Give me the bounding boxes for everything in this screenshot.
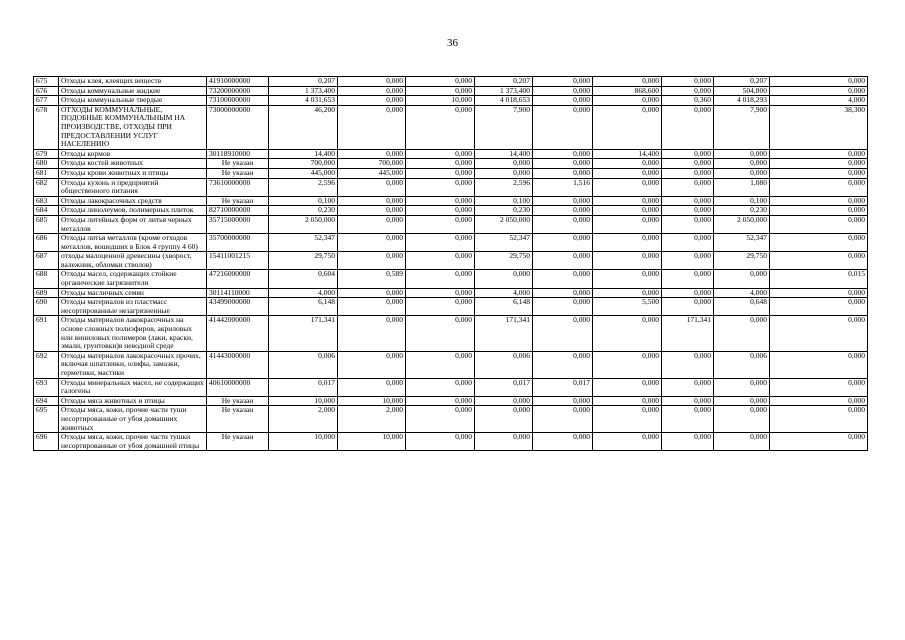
value-cell: 10,000 — [269, 433, 338, 451]
value-cell: 0,000 — [770, 215, 868, 233]
page-number: 36 — [447, 37, 458, 49]
value-cell: 0,000 — [533, 77, 593, 87]
value-cell: 1 373,400 — [269, 86, 338, 96]
value-cell: 0,000 — [475, 159, 533, 169]
value-cell: 0,000 — [338, 178, 406, 196]
value-cell: 0,000 — [662, 396, 714, 406]
value-cell: 0,000 — [714, 316, 770, 351]
value-cell: 0,017 — [533, 378, 593, 396]
waste-code-cell: 73000000000 — [207, 105, 269, 149]
value-cell: 0,000 — [662, 288, 714, 298]
waste-code-cell: 41910000000 — [207, 77, 269, 87]
waste-code-cell: 43499000000 — [207, 298, 269, 316]
value-cell: 0,000 — [593, 215, 662, 233]
value-cell: 2,000 — [269, 406, 338, 433]
value-cell: 0,000 — [593, 288, 662, 298]
value-cell: 0,017 — [475, 378, 533, 396]
waste-name-cell: Отходы лакокрасочных средств — [59, 196, 207, 206]
value-cell: 10,000 — [338, 396, 406, 406]
value-cell: 1,080 — [714, 178, 770, 196]
waste-name-cell: Отходы литейных форм от литья черных металлов — [59, 215, 207, 233]
waste-name-cell: Отходы коммунальные твердые — [59, 96, 207, 106]
waste-code-cell: Не указан — [207, 396, 269, 406]
value-cell: 0,000 — [406, 351, 475, 378]
value-cell: 0,000 — [770, 206, 868, 216]
table-row — [34, 378, 868, 396]
table-row — [34, 196, 868, 206]
value-cell: 0,000 — [714, 149, 770, 159]
value-cell: 0,000 — [533, 159, 593, 169]
value-cell: 0,000 — [406, 288, 475, 298]
row-number-cell: 677 — [34, 96, 59, 106]
waste-name-cell: ОТХОДЫ КОММУНАЛЬНЫЕ, ПОДОБНЫЕ КОММУНАЛЬНЫМ НА ПРОИЗВОДСТВЕ, ОТХОДЫ ПРИ ПРЕДОСТАВЛЕНИИ УСЛУГ НАСЕЛЕНИЮ — [59, 105, 207, 149]
row-number-cell: 690 — [34, 298, 59, 316]
value-cell: 52,347 — [475, 234, 533, 252]
value-cell: 0,000 — [533, 298, 593, 316]
value-cell: 0,000 — [593, 252, 662, 270]
row-number-cell: 691 — [34, 316, 59, 351]
value-cell: 0,000 — [533, 351, 593, 378]
value-cell: 0,000 — [770, 288, 868, 298]
value-cell: 0,230 — [269, 206, 338, 216]
value-cell: 0,000 — [593, 406, 662, 433]
value-cell: 0,000 — [406, 105, 475, 149]
value-cell: 0,000 — [406, 406, 475, 433]
waste-code-cell: 35715000000 — [207, 215, 269, 233]
value-cell: 0,000 — [533, 105, 593, 149]
value-cell: 6,148 — [475, 298, 533, 316]
table-row — [34, 96, 868, 106]
waste-code-cell: 41442000000 — [207, 316, 269, 351]
value-cell: 0,017 — [269, 378, 338, 396]
value-cell: 0,006 — [714, 351, 770, 378]
value-cell: 700,000 — [338, 159, 406, 169]
value-cell: 0,207 — [475, 77, 533, 87]
value-cell: 14,400 — [269, 149, 338, 159]
row-number-cell: 679 — [34, 149, 59, 159]
value-cell: 0,000 — [662, 351, 714, 378]
value-cell: 0,000 — [533, 316, 593, 351]
value-cell: 4,000 — [269, 288, 338, 298]
value-cell: 0,000 — [338, 351, 406, 378]
value-cell: 5,500 — [593, 298, 662, 316]
value-cell: 0,000 — [593, 178, 662, 196]
value-cell: 6,148 — [269, 298, 338, 316]
value-cell: 10,000 — [269, 396, 338, 406]
row-number-cell: 682 — [34, 178, 59, 196]
value-cell: 0,100 — [475, 196, 533, 206]
table-row — [34, 178, 868, 196]
row-number-cell: 678 — [34, 105, 59, 149]
value-cell: 29,750 — [475, 252, 533, 270]
waste-code-cell: Не указан — [207, 168, 269, 178]
waste-code-cell: 41443000000 — [207, 351, 269, 378]
waste-name-cell: Отходы материалов лакокрасочных прочих, включая шпатлевки, олифы, замазки, герметики, мастики — [59, 351, 207, 378]
value-cell: 0,000 — [406, 86, 475, 96]
value-cell: 0,000 — [770, 168, 868, 178]
waste-code-cell: 82710000000 — [207, 206, 269, 216]
table-row — [34, 206, 868, 216]
value-cell: 0,000 — [338, 86, 406, 96]
value-cell: 0,000 — [662, 196, 714, 206]
value-cell: 0,000 — [533, 406, 593, 433]
row-number-cell: 688 — [34, 270, 59, 288]
waste-code-cell: 47216000000 — [207, 270, 269, 288]
value-cell: 0,000 — [338, 252, 406, 270]
value-cell: 0,000 — [714, 378, 770, 396]
value-cell: 29,750 — [269, 252, 338, 270]
value-cell: 0,000 — [770, 77, 868, 87]
value-cell: 2 050,000 — [269, 215, 338, 233]
waste-name-cell: Отходы литья металлов (кроме отходов металлов, вошедших в Блок 4 группу 4 60) — [59, 234, 207, 252]
value-cell: 0,000 — [714, 168, 770, 178]
value-cell: 0,000 — [475, 270, 533, 288]
value-cell: 0,000 — [662, 105, 714, 149]
value-cell: 0,000 — [714, 396, 770, 406]
table-row — [34, 77, 868, 87]
waste-code-cell: 73200000000 — [207, 86, 269, 96]
value-cell: 0,000 — [593, 378, 662, 396]
value-cell: 0,006 — [269, 351, 338, 378]
table-row — [34, 168, 868, 178]
waste-code-cell: 35700000000 — [207, 234, 269, 252]
value-cell: 0,000 — [662, 270, 714, 288]
value-cell: 0,000 — [770, 433, 868, 451]
waste-name-cell: Отходы масел, содержащих стойкие органические загрязнители — [59, 270, 207, 288]
value-cell: 0,000 — [593, 105, 662, 149]
row-number-cell: 685 — [34, 215, 59, 233]
row-number-cell: 684 — [34, 206, 59, 216]
row-number-cell: 696 — [34, 433, 59, 451]
value-cell: 0,000 — [714, 159, 770, 169]
value-cell: 0,000 — [593, 206, 662, 216]
value-cell: 0,000 — [338, 378, 406, 396]
value-cell: 0,000 — [662, 86, 714, 96]
value-cell: 4 018,653 — [475, 96, 533, 106]
waste-name-cell: Отходы кормов — [59, 149, 207, 159]
waste-name-cell: Отходы масличных семян — [59, 288, 207, 298]
value-cell: 0,000 — [770, 396, 868, 406]
value-cell: 0,000 — [533, 288, 593, 298]
value-cell: 0,000 — [533, 396, 593, 406]
value-cell: 0,000 — [662, 433, 714, 451]
value-cell: 0,000 — [770, 252, 868, 270]
row-number-cell: 693 — [34, 378, 59, 396]
waste-name-cell: Отходы костей животных — [59, 159, 207, 169]
value-cell: 0,000 — [406, 433, 475, 451]
value-cell: 14,400 — [593, 149, 662, 159]
value-cell: 0,000 — [533, 215, 593, 233]
value-cell: 2 050,000 — [714, 215, 770, 233]
value-cell: 0,000 — [533, 270, 593, 288]
table-row — [34, 105, 868, 149]
value-cell: 0,000 — [770, 298, 868, 316]
table-row — [34, 270, 868, 288]
value-cell: 0,000 — [593, 396, 662, 406]
value-cell: 0,000 — [406, 298, 475, 316]
value-cell: 0,000 — [475, 406, 533, 433]
row-number-cell: 686 — [34, 234, 59, 252]
value-cell: 0,006 — [475, 351, 533, 378]
value-cell: 0,000 — [770, 351, 868, 378]
value-cell: 0,000 — [475, 396, 533, 406]
value-cell: 0,000 — [338, 215, 406, 233]
table-row — [34, 298, 868, 316]
value-cell: 0,648 — [714, 298, 770, 316]
row-number-cell: 680 — [34, 159, 59, 169]
value-cell: 0,000 — [406, 378, 475, 396]
table-row — [34, 288, 868, 298]
value-cell: 0,000 — [406, 178, 475, 196]
value-cell: 0,000 — [406, 206, 475, 216]
value-cell: 0,000 — [662, 77, 714, 87]
value-cell: 0,000 — [662, 178, 714, 196]
value-cell: 0,000 — [593, 351, 662, 378]
value-cell: 29,750 — [714, 252, 770, 270]
value-cell: 0,000 — [338, 288, 406, 298]
table-row — [34, 316, 868, 351]
row-number-cell: 676 — [34, 86, 59, 96]
value-cell: 445,000 — [269, 168, 338, 178]
value-cell: 0,000 — [593, 316, 662, 351]
value-cell: 0,000 — [338, 316, 406, 351]
value-cell: 0,000 — [406, 77, 475, 87]
waste-code-cell: 73100000000 — [207, 96, 269, 106]
value-cell: 0,000 — [593, 159, 662, 169]
value-cell: 0,000 — [533, 196, 593, 206]
value-cell: 0,000 — [662, 206, 714, 216]
value-cell: 0,207 — [269, 77, 338, 87]
value-cell: 0,000 — [406, 396, 475, 406]
value-cell: 0,000 — [770, 234, 868, 252]
table-row — [34, 433, 868, 451]
value-cell: 0,000 — [406, 252, 475, 270]
value-cell: 4,000 — [475, 288, 533, 298]
waste-code-cell: Не указан — [207, 433, 269, 451]
waste-name-cell: Отходы мяса, кожи, прочие части тушки несортированные от убоя домашней птицы — [59, 433, 207, 451]
value-cell: 868,600 — [593, 86, 662, 96]
value-cell: 0,100 — [714, 196, 770, 206]
value-cell: 2,000 — [338, 406, 406, 433]
value-cell: 2,596 — [475, 178, 533, 196]
table-row — [34, 234, 868, 252]
value-cell: 0,000 — [593, 96, 662, 106]
value-cell: 0,000 — [475, 168, 533, 178]
value-cell: 0,000 — [714, 270, 770, 288]
value-cell: 1,516 — [533, 178, 593, 196]
value-cell: 0,000 — [770, 406, 868, 433]
row-number-cell: 675 — [34, 77, 59, 87]
value-cell: 0,000 — [338, 77, 406, 87]
row-number-cell: 681 — [34, 168, 59, 178]
value-cell: 0,000 — [533, 234, 593, 252]
value-cell: 700,000 — [269, 159, 338, 169]
row-number-cell: 687 — [34, 252, 59, 270]
value-cell: 0,000 — [770, 316, 868, 351]
value-cell: 0,604 — [269, 270, 338, 288]
value-cell: 0,000 — [533, 168, 593, 178]
value-cell: 171,341 — [475, 316, 533, 351]
value-cell: 14,400 — [475, 149, 533, 159]
value-cell: 0,000 — [662, 168, 714, 178]
value-cell: 0,000 — [770, 196, 868, 206]
waste-code-cell: 73610000000 — [207, 178, 269, 196]
value-cell: 0,000 — [662, 149, 714, 159]
value-cell: 0,000 — [533, 86, 593, 96]
waste-code-cell: 15411001215 — [207, 252, 269, 270]
value-cell: 0,000 — [593, 196, 662, 206]
value-cell: 0,000 — [338, 96, 406, 106]
value-cell: 0,000 — [533, 252, 593, 270]
value-cell: 0,000 — [406, 168, 475, 178]
value-cell: 0,000 — [533, 206, 593, 216]
value-cell: 52,347 — [269, 234, 338, 252]
value-cell: 0,000 — [338, 105, 406, 149]
waste-code-cell: 30118910000 — [207, 149, 269, 159]
value-cell: 0,000 — [533, 96, 593, 106]
value-cell: 4,000 — [714, 288, 770, 298]
value-cell: 0,230 — [714, 206, 770, 216]
value-cell: 7,900 — [475, 105, 533, 149]
waste-code-cell: Не указан — [207, 196, 269, 206]
waste-table — [33, 76, 868, 451]
value-cell: 4,000 — [770, 96, 868, 106]
value-cell: 0,000 — [770, 159, 868, 169]
value-cell: 0,000 — [662, 252, 714, 270]
value-cell: 0,000 — [593, 77, 662, 87]
value-cell: 0,360 — [662, 96, 714, 106]
value-cell: 0,000 — [593, 168, 662, 178]
table-row — [34, 406, 868, 433]
waste-name-cell: отходы малоценной древесины (хворост, валежник, обломки стволов) — [59, 252, 207, 270]
table-row — [34, 159, 868, 169]
value-cell: 0,000 — [770, 178, 868, 196]
waste-name-cell: Отходы клея, клеящих веществ — [59, 77, 207, 87]
value-cell: 0,000 — [770, 378, 868, 396]
table-row — [34, 215, 868, 233]
value-cell: 38,300 — [770, 105, 868, 149]
value-cell: 52,347 — [714, 234, 770, 252]
value-cell: 0,015 — [770, 270, 868, 288]
value-cell: 0,000 — [662, 215, 714, 233]
value-cell: 2,596 — [269, 178, 338, 196]
value-cell: 0,589 — [338, 270, 406, 288]
value-cell: 0,000 — [338, 196, 406, 206]
value-cell: 0,000 — [662, 406, 714, 433]
waste-name-cell: Отходы коммунальные жидкие — [59, 86, 207, 96]
value-cell: 10,000 — [338, 433, 406, 451]
table-row — [34, 252, 868, 270]
waste-code-cell: 30114110000 — [207, 288, 269, 298]
value-cell: 4 031,653 — [269, 96, 338, 106]
value-cell: 0,000 — [593, 234, 662, 252]
value-cell: 10,000 — [406, 96, 475, 106]
value-cell: 0,000 — [714, 406, 770, 433]
value-cell: 4 018,293 — [714, 96, 770, 106]
value-cell: 0,000 — [593, 433, 662, 451]
value-cell: 0,230 — [475, 206, 533, 216]
table-row — [34, 351, 868, 378]
value-cell: 504,800 — [714, 86, 770, 96]
value-cell: 0,000 — [406, 215, 475, 233]
waste-name-cell: Отходы мяса, кожи, прочие части туши несортированные от убоя домашних животных — [59, 406, 207, 433]
row-number-cell: 692 — [34, 351, 59, 378]
value-cell: 0,000 — [533, 433, 593, 451]
value-cell: 0,000 — [662, 159, 714, 169]
value-cell: 0,000 — [406, 234, 475, 252]
waste-code-cell: Не указан — [207, 159, 269, 169]
value-cell: 445,000 — [338, 168, 406, 178]
value-cell: 0,000 — [475, 433, 533, 451]
value-cell: 0,000 — [662, 378, 714, 396]
value-cell: 0,000 — [338, 234, 406, 252]
waste-name-cell: Отходы материалов из пластмасс несортированные незагрязненные — [59, 298, 207, 316]
value-cell: 0,000 — [338, 206, 406, 216]
table-row — [34, 396, 868, 406]
waste-code-cell: Не указан — [207, 406, 269, 433]
value-cell: 0,000 — [406, 149, 475, 159]
value-cell: 0,000 — [714, 433, 770, 451]
waste-name-cell: Отходы материалов лакокрасочных на основе сложных полиэфиров, акриловых или виниловых полимеров (лаки, краски, эмали, грунтовки)в неводной среде — [59, 316, 207, 351]
value-cell: 2 050,000 — [475, 215, 533, 233]
table-row — [34, 86, 868, 96]
value-cell: 0,100 — [269, 196, 338, 206]
value-cell: 0,000 — [770, 86, 868, 96]
value-cell: 7,900 — [714, 105, 770, 149]
waste-name-cell: Отходы минеральных масел, не содержащих галогены — [59, 378, 207, 396]
value-cell: 0,000 — [406, 196, 475, 206]
value-cell: 0,000 — [406, 159, 475, 169]
row-number-cell: 694 — [34, 396, 59, 406]
value-cell: 0,000 — [770, 149, 868, 159]
value-cell: 0,207 — [714, 77, 770, 87]
value-cell: 0,000 — [406, 270, 475, 288]
row-number-cell: 689 — [34, 288, 59, 298]
value-cell: 0,000 — [662, 298, 714, 316]
value-cell: 0,000 — [338, 298, 406, 316]
table-row — [34, 149, 868, 159]
waste-name-cell: Отходы линолеумов, полимерных плиток — [59, 206, 207, 216]
value-cell: 46,200 — [269, 105, 338, 149]
waste-name-cell: Отходы мяса животных и птицы — [59, 396, 207, 406]
waste-code-cell: 40610000000 — [207, 378, 269, 396]
value-cell: 0,000 — [533, 149, 593, 159]
value-cell: 0,000 — [593, 270, 662, 288]
waste-name-cell: Отходы крови животных и птицы — [59, 168, 207, 178]
value-cell: 0,000 — [338, 149, 406, 159]
value-cell: 171,341 — [269, 316, 338, 351]
row-number-cell: 683 — [34, 196, 59, 206]
value-cell: 0,000 — [662, 234, 714, 252]
waste-name-cell: Отходы кухонь и предприятий общественного питания — [59, 178, 207, 196]
value-cell: 171,341 — [662, 316, 714, 351]
value-cell: 1 373,400 — [475, 86, 533, 96]
row-number-cell: 695 — [34, 406, 59, 433]
value-cell: 0,000 — [406, 316, 475, 351]
